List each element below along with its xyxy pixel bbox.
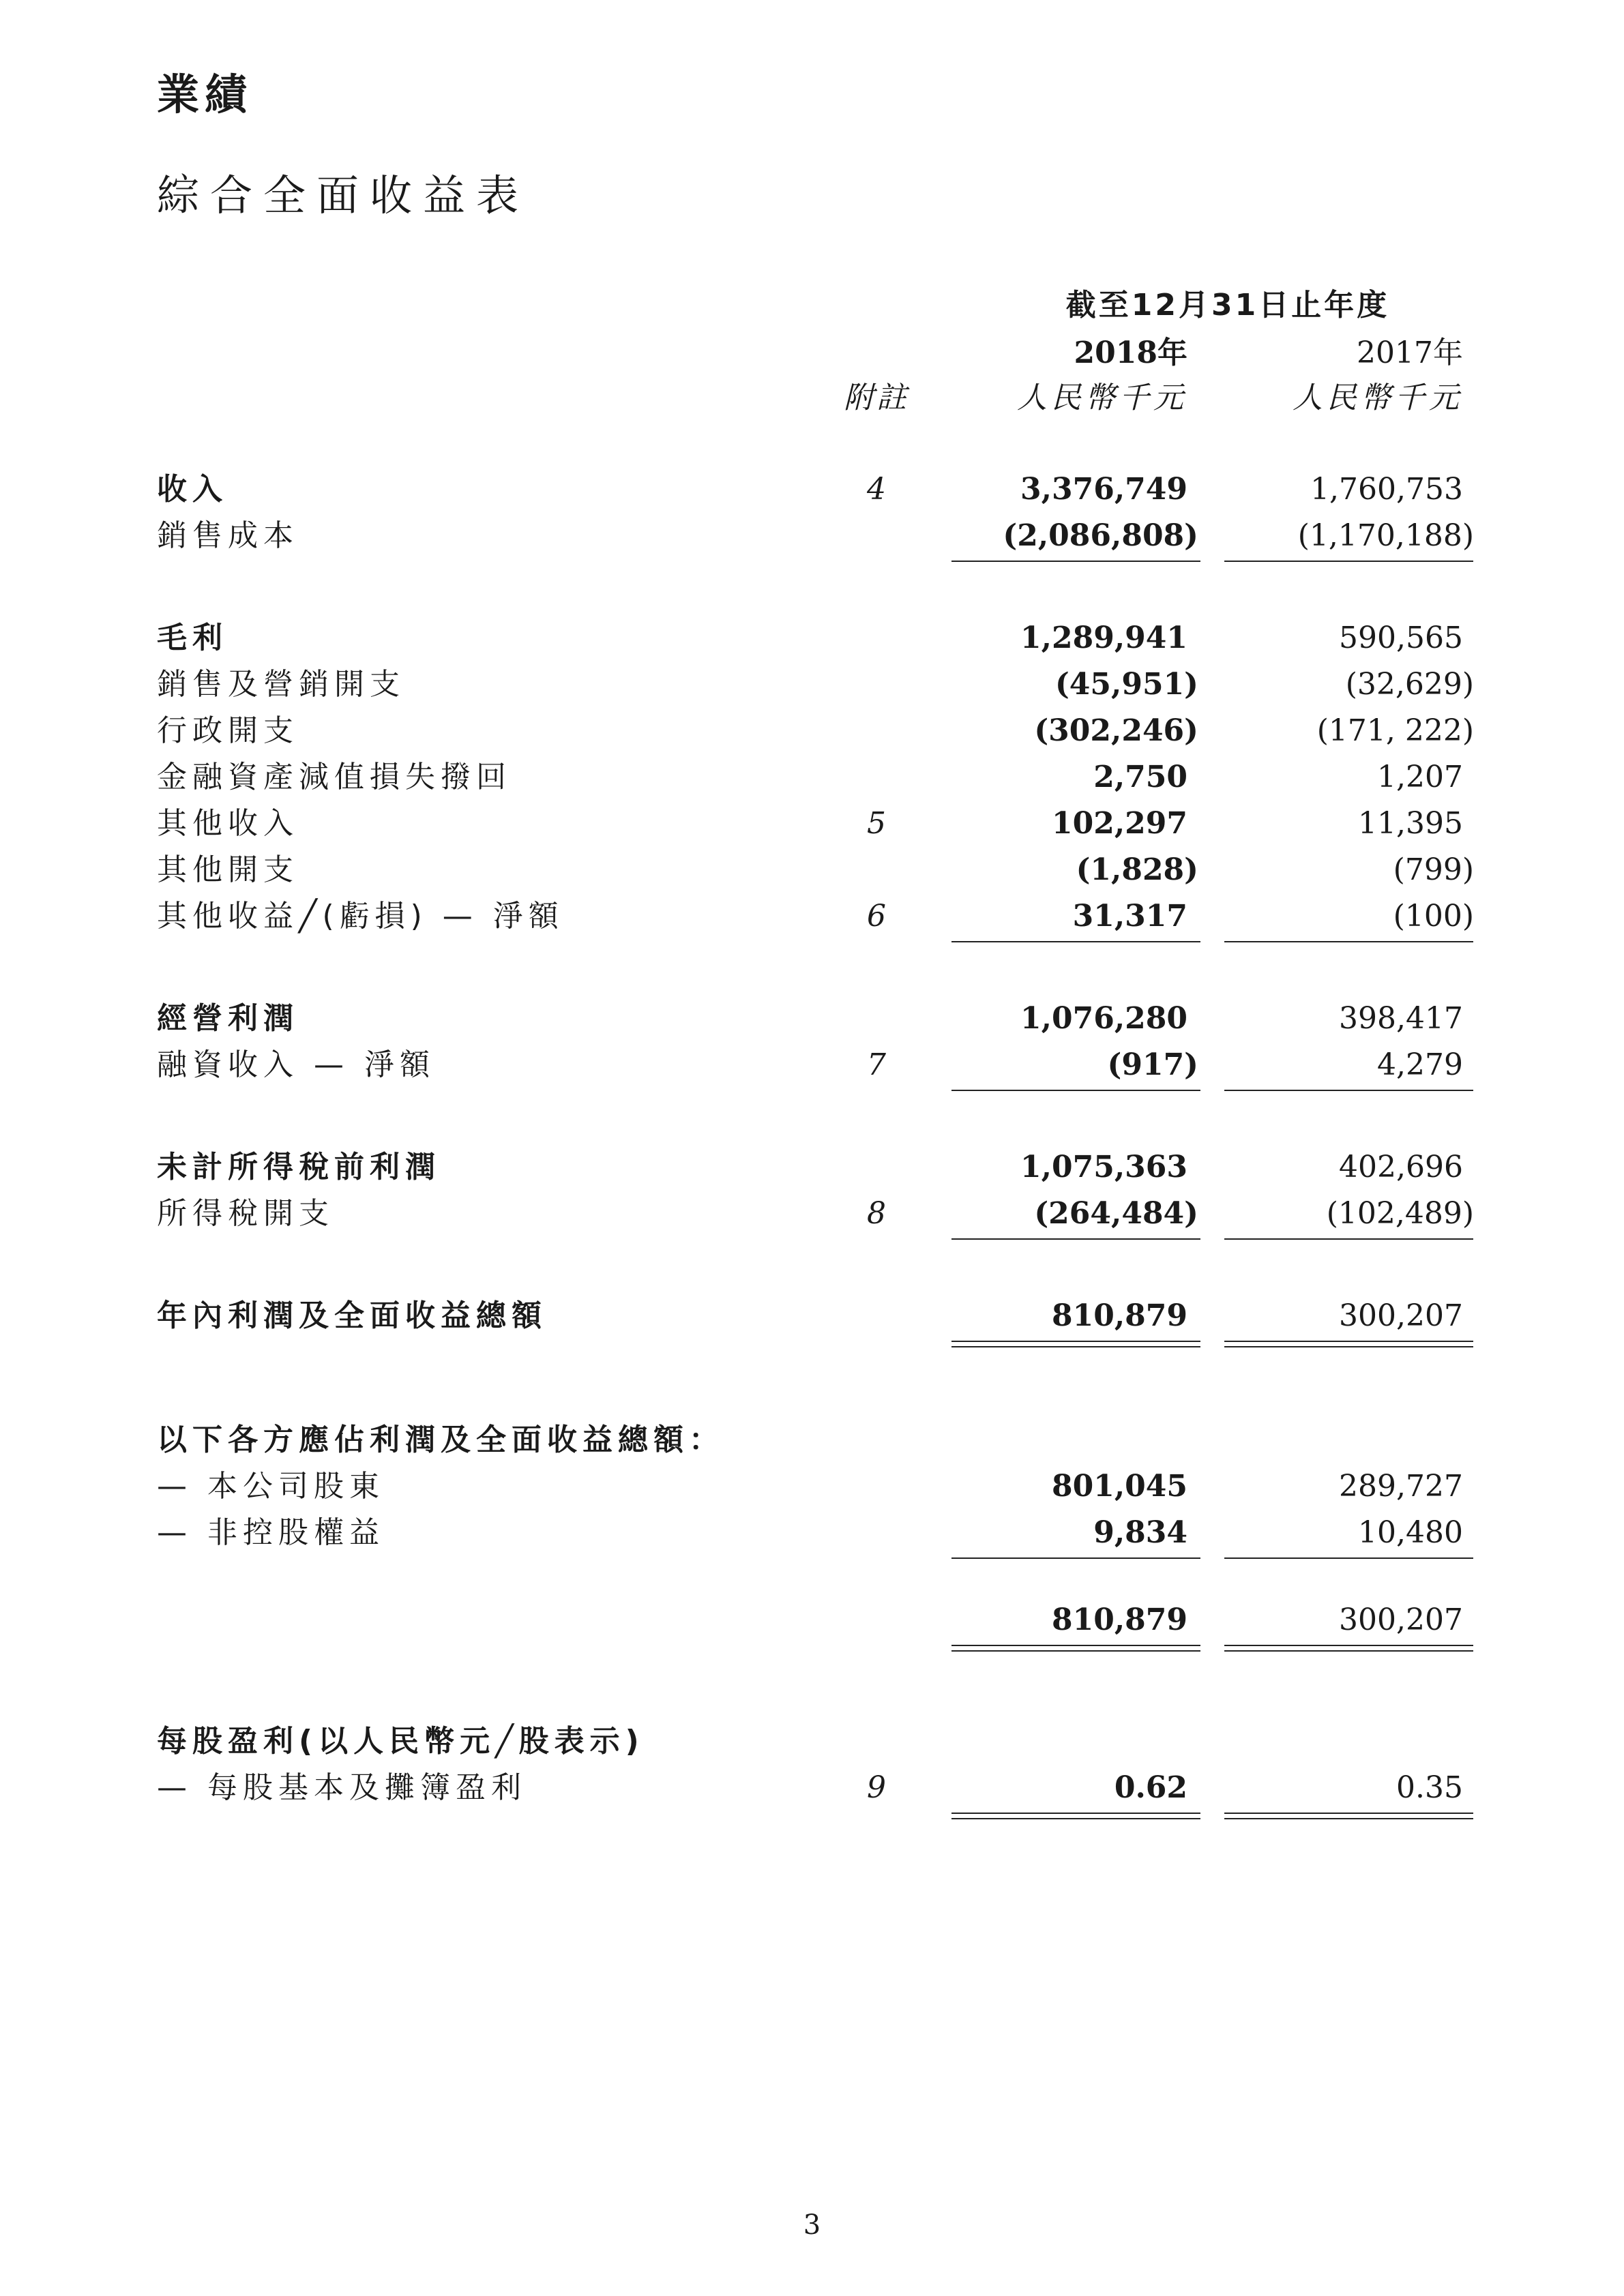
value-2018: (2,086,808) bbox=[1003, 518, 1198, 553]
row-label: 其他收益╱(虧損) — 淨額 bbox=[157, 899, 564, 934]
value-2017: 0.35 bbox=[1396, 1770, 1463, 1805]
value-2018: 31,317 bbox=[1072, 899, 1187, 934]
total-double-rule-2017 bbox=[1224, 1813, 1473, 1819]
period-header: 截至12月31日止年度 bbox=[1065, 288, 1390, 323]
row-label: — 每股基本及攤簿盈利 bbox=[157, 1770, 527, 1805]
value-2017: 4,279 bbox=[1377, 1047, 1463, 1082]
row-other-gains-losses bbox=[0, 896, 1624, 937]
row-profit-before-tax bbox=[0, 1147, 1624, 1188]
subtotal-rule-2018 bbox=[951, 941, 1200, 942]
value-2017: (32,629) bbox=[1345, 667, 1474, 702]
value-2018: 3,376,749 bbox=[1020, 472, 1187, 507]
subtotal-rule-2018 bbox=[951, 1238, 1200, 1240]
value-2018: 102,297 bbox=[1051, 806, 1187, 841]
value-2017: 398,417 bbox=[1339, 1001, 1463, 1036]
value-2017: 402,696 bbox=[1339, 1150, 1463, 1184]
row-admin-expenses bbox=[0, 711, 1624, 751]
row-finance-income-net bbox=[0, 1045, 1624, 1086]
row-other-expenses bbox=[0, 850, 1624, 891]
row-label: 所得稅開支 bbox=[157, 1196, 334, 1231]
row-label: 年內利潤及全面收益總額 bbox=[157, 1298, 547, 1333]
value-2018: 810,879 bbox=[1051, 1602, 1187, 1637]
total-double-rule-2017 bbox=[1224, 1341, 1473, 1347]
subtotal-rule-2017 bbox=[1224, 561, 1473, 562]
row-note: 9 bbox=[867, 1770, 886, 1805]
row-revenue bbox=[0, 469, 1624, 510]
value-2017: (171, 222) bbox=[1316, 713, 1474, 748]
row-note: 6 bbox=[867, 899, 886, 934]
row-label: 未計所得稅前利潤 bbox=[157, 1150, 441, 1184]
row-note: 5 bbox=[867, 806, 886, 841]
value-2017: 590,565 bbox=[1339, 621, 1463, 655]
row-attributable-heading bbox=[0, 1420, 1624, 1461]
row-note: 7 bbox=[867, 1047, 886, 1082]
row-label: 銷售成本 bbox=[157, 518, 299, 553]
subtotal-rule-2017 bbox=[1224, 1557, 1473, 1559]
row-basic-diluted-eps bbox=[0, 1768, 1624, 1808]
row-gross-profit bbox=[0, 618, 1624, 659]
value-2018: 810,879 bbox=[1051, 1298, 1187, 1333]
row-selling-expenses bbox=[0, 664, 1624, 705]
value-2017: (102,489) bbox=[1326, 1196, 1474, 1231]
subtotal-rule-2017 bbox=[1224, 941, 1473, 942]
row-label: 以下各方應佔利潤及全面收益總額： bbox=[157, 1422, 724, 1457]
row-label: 金融資產減值損失撥回 bbox=[157, 760, 512, 794]
row-total-comprehensive-income bbox=[0, 1296, 1624, 1337]
year-2017-header: 2017年 bbox=[1357, 336, 1463, 370]
total-double-rule-2018 bbox=[951, 1645, 1200, 1652]
value-2018: 1,075,363 bbox=[1020, 1150, 1187, 1184]
row-label: 其他收入 bbox=[157, 806, 299, 841]
row-label: 銷售及營銷開支 bbox=[157, 667, 405, 702]
value-2017: 10,480 bbox=[1358, 1515, 1463, 1550]
row-label: 融資收入 — 淨額 bbox=[157, 1047, 435, 1082]
row-income-tax bbox=[0, 1193, 1624, 1234]
value-2018: (1,828) bbox=[1076, 852, 1198, 887]
unit-2017-header: 人民幣千元 bbox=[1293, 381, 1463, 415]
total-double-rule-2018 bbox=[951, 1813, 1200, 1819]
value-2018: 801,045 bbox=[1051, 1469, 1187, 1504]
value-2018: 0.62 bbox=[1114, 1770, 1187, 1805]
year-2018-header: 2018年 bbox=[1074, 336, 1187, 370]
value-2018: (45,951) bbox=[1054, 667, 1198, 702]
row-owners-of-company bbox=[0, 1466, 1624, 1507]
row-cost-of-sales bbox=[0, 516, 1624, 556]
section-title: 業績 bbox=[157, 70, 253, 119]
subtotal-rule-2017 bbox=[1224, 1238, 1473, 1240]
row-other-income bbox=[0, 803, 1624, 844]
total-double-rule-2017 bbox=[1224, 1645, 1473, 1652]
subtotal-rule-2018 bbox=[951, 1557, 1200, 1559]
value-2018: 1,076,280 bbox=[1020, 1001, 1187, 1036]
row-label: 行政開支 bbox=[157, 713, 299, 748]
subtotal-rule-2017 bbox=[1224, 1090, 1473, 1091]
value-2017: (1,170,188) bbox=[1297, 518, 1474, 553]
value-2017: 300,207 bbox=[1339, 1298, 1463, 1333]
row-label: — 本公司股東 bbox=[157, 1469, 385, 1504]
value-2017: 289,727 bbox=[1339, 1469, 1463, 1504]
subtotal-rule-2018 bbox=[951, 561, 1200, 562]
subtotal-rule-2018 bbox=[951, 1090, 1200, 1091]
row-label: 收入 bbox=[157, 472, 228, 507]
value-2017: 1,207 bbox=[1377, 760, 1463, 794]
row-impairment-reversal bbox=[0, 757, 1624, 798]
value-2018: 9,834 bbox=[1093, 1515, 1187, 1550]
value-2017: 11,395 bbox=[1358, 806, 1463, 841]
row-note: 8 bbox=[867, 1196, 886, 1231]
value-2017: 1,760,753 bbox=[1310, 472, 1463, 507]
unit-2018-header: 人民幣千元 bbox=[1017, 381, 1187, 415]
value-2017: (100) bbox=[1393, 899, 1474, 934]
value-2018: (917) bbox=[1107, 1047, 1198, 1082]
row-attributable-total bbox=[0, 1600, 1624, 1641]
value-2017: 300,207 bbox=[1339, 1602, 1463, 1637]
statement-title: 綜合全面收益表 bbox=[157, 170, 530, 220]
row-label: 其他開支 bbox=[157, 852, 299, 887]
value-2018: (302,246) bbox=[1034, 713, 1198, 748]
total-double-rule-2018 bbox=[951, 1341, 1200, 1347]
row-label: — 非控股權益 bbox=[157, 1515, 385, 1550]
row-label: 毛利 bbox=[157, 621, 228, 655]
note-column-header: 附註 bbox=[844, 381, 909, 415]
row-label: 經營利潤 bbox=[157, 1001, 299, 1036]
page-number: 3 bbox=[803, 2209, 821, 2241]
value-2018: 1,289,941 bbox=[1020, 621, 1187, 655]
row-eps-heading bbox=[0, 1721, 1624, 1762]
row-non-controlling-interests bbox=[0, 1512, 1624, 1553]
value-2018: 2,750 bbox=[1093, 760, 1187, 794]
row-label: 每股盈利(以人民幣元╱股表示) bbox=[157, 1724, 645, 1759]
row-operating-profit bbox=[0, 998, 1624, 1039]
row-note: 4 bbox=[867, 472, 886, 507]
value-2018: (264,484) bbox=[1034, 1196, 1198, 1231]
value-2017: (799) bbox=[1393, 852, 1474, 887]
